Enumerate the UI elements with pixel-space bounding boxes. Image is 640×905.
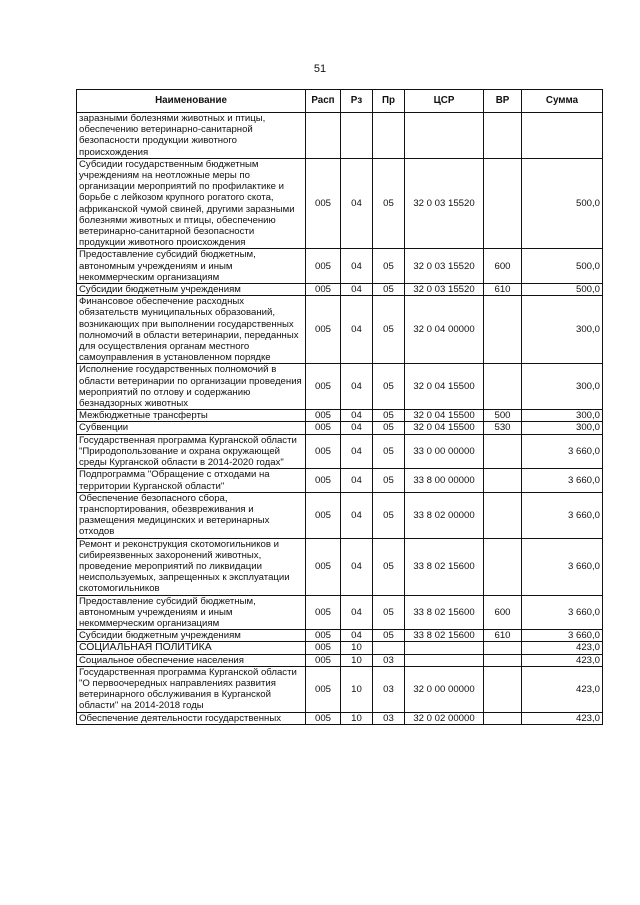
cell-name: Обеспечение деятельности государственных bbox=[77, 712, 306, 724]
cell-vr: 610 bbox=[484, 630, 522, 642]
cell-name: Государственная программа Курганской области "О первоочередных направлениях развития ветеринарного обслуживания в Курганской области" на 2014-2018 годы bbox=[77, 666, 306, 712]
header-vr: ВР bbox=[484, 90, 522, 113]
cell-pr: 05 bbox=[373, 434, 405, 469]
table-row bbox=[77, 630, 603, 642]
cell-pr: 05 bbox=[373, 469, 405, 492]
header-rasp: Расп bbox=[306, 90, 341, 113]
header-name: Наименование bbox=[77, 90, 306, 113]
table-row bbox=[77, 712, 603, 724]
cell-csr: 33 0 00 00000 bbox=[405, 434, 484, 469]
cell-sum: 3 660,0 bbox=[522, 434, 603, 469]
cell-vr bbox=[484, 434, 522, 469]
cell-name: Исполнение государственных полномочий в области ветеринарии по организации проведения мероприятий по отлову и содержанию безнадзорных животных bbox=[77, 364, 306, 410]
cell-sum: 3 660,0 bbox=[522, 630, 603, 642]
cell-pr: 05 bbox=[373, 410, 405, 422]
cell-vr bbox=[484, 469, 522, 492]
cell-sum: 3 660,0 bbox=[522, 492, 603, 538]
cell-name: Субсидии бюджетным учреждениям bbox=[77, 630, 306, 642]
cell-name: Предоставление субсидий бюджетным, автономным учреждениям и иным некоммерческим организациям bbox=[77, 249, 306, 284]
cell-csr: 32 0 00 00000 bbox=[405, 666, 484, 712]
cell-vr: 610 bbox=[484, 284, 522, 296]
cell-sum: 3 660,0 bbox=[522, 469, 603, 492]
table-row bbox=[77, 249, 603, 284]
cell-rz: 10 bbox=[341, 642, 373, 654]
cell-rasp: 005 bbox=[306, 666, 341, 712]
cell-pr: 05 bbox=[373, 492, 405, 538]
cell-pr: 03 bbox=[373, 712, 405, 724]
cell-pr: 05 bbox=[373, 364, 405, 410]
cell-name: Предоставление субсидий бюджетным, автономным учреждениям и иным некоммерческим организациям bbox=[77, 595, 306, 630]
cell-csr: 32 0 04 15500 bbox=[405, 422, 484, 434]
cell-pr: 05 bbox=[373, 538, 405, 595]
cell-csr: 32 0 04 15500 bbox=[405, 410, 484, 422]
page-number: 51 bbox=[313, 63, 327, 75]
budget-table bbox=[76, 89, 603, 725]
cell-rz: 04 bbox=[341, 469, 373, 492]
cell-name: заразными болезнями животных и птицы, обеспечению ветеринарно-санитарной безопасности продукции животного происхождения bbox=[77, 113, 306, 159]
cell-rz: 04 bbox=[341, 364, 373, 410]
cell-csr: 33 8 02 15600 bbox=[405, 630, 484, 642]
cell-pr: 05 bbox=[373, 249, 405, 284]
cell-csr: 32 0 04 00000 bbox=[405, 296, 484, 364]
cell-rasp: 005 bbox=[306, 364, 341, 410]
cell-rz: 04 bbox=[341, 630, 373, 642]
cell-pr bbox=[373, 113, 405, 159]
cell-csr: 33 8 02 00000 bbox=[405, 492, 484, 538]
cell-vr bbox=[484, 364, 522, 410]
table-row bbox=[77, 434, 603, 469]
header-csr: ЦСР bbox=[405, 90, 484, 113]
cell-rasp: 005 bbox=[306, 422, 341, 434]
cell-name: Государственная программа Курганской области "Природопользование и охрана окружающей среды Курганской области в 2014-2020 годах" bbox=[77, 434, 306, 469]
cell-rz: 04 bbox=[341, 410, 373, 422]
cell-rz: 04 bbox=[341, 249, 373, 284]
cell-vr: 600 bbox=[484, 595, 522, 630]
cell-pr: 05 bbox=[373, 422, 405, 434]
cell-vr bbox=[484, 666, 522, 712]
cell-csr: 32 0 03 15520 bbox=[405, 249, 484, 284]
cell-vr bbox=[484, 538, 522, 595]
cell-sum: 500,0 bbox=[522, 158, 603, 249]
cell-csr: 32 0 03 15520 bbox=[405, 284, 484, 296]
cell-rasp: 005 bbox=[306, 595, 341, 630]
cell-sum: 300,0 bbox=[522, 410, 603, 422]
cell-rz: 04 bbox=[341, 434, 373, 469]
cell-rasp: 005 bbox=[306, 469, 341, 492]
cell-sum: 300,0 bbox=[522, 422, 603, 434]
cell-csr: 33 8 02 15600 bbox=[405, 595, 484, 630]
cell-rz: 04 bbox=[341, 595, 373, 630]
cell-rz: 04 bbox=[341, 492, 373, 538]
cell-rasp: 005 bbox=[306, 158, 341, 249]
cell-pr: 03 bbox=[373, 654, 405, 666]
cell-rz: 10 bbox=[341, 666, 373, 712]
cell-name: Субвенции bbox=[77, 422, 306, 434]
cell-pr: 03 bbox=[373, 666, 405, 712]
cell-rasp: 005 bbox=[306, 654, 341, 666]
cell-vr bbox=[484, 492, 522, 538]
cell-rz: 10 bbox=[341, 654, 373, 666]
cell-name: Финансовое обеспечение расходных обязательств муниципальных образований, возникающих при выполнении государственных полномочий в области ветеринарии, переданных для осуществления органам местного самоуправления в установленном порядке bbox=[77, 296, 306, 364]
cell-csr bbox=[405, 113, 484, 159]
table-row bbox=[77, 113, 603, 159]
table-row bbox=[77, 595, 603, 630]
cell-rasp: 005 bbox=[306, 284, 341, 296]
cell-pr: 05 bbox=[373, 158, 405, 249]
table-row bbox=[77, 422, 603, 434]
cell-sum: 300,0 bbox=[522, 364, 603, 410]
table-row bbox=[77, 538, 603, 595]
cell-rasp: 005 bbox=[306, 434, 341, 469]
table-row bbox=[77, 654, 603, 666]
table-row bbox=[77, 469, 603, 492]
cell-csr: 32 0 02 00000 bbox=[405, 712, 484, 724]
table-row bbox=[77, 158, 603, 249]
cell-pr: 05 bbox=[373, 284, 405, 296]
cell-pr: 05 bbox=[373, 595, 405, 630]
cell-csr bbox=[405, 642, 484, 654]
header-row bbox=[77, 90, 603, 113]
cell-rz: 04 bbox=[341, 158, 373, 249]
cell-sum: 500,0 bbox=[522, 249, 603, 284]
cell-rz: 10 bbox=[341, 712, 373, 724]
cell-csr: 33 8 00 00000 bbox=[405, 469, 484, 492]
cell-vr: 530 bbox=[484, 422, 522, 434]
header-rz: Рз bbox=[341, 90, 373, 113]
cell-sum: 423,0 bbox=[522, 666, 603, 712]
cell-vr bbox=[484, 654, 522, 666]
cell-vr bbox=[484, 296, 522, 364]
cell-name: Социальное обеспечение населения bbox=[77, 654, 306, 666]
cell-rz bbox=[341, 113, 373, 159]
cell-sum bbox=[522, 113, 603, 159]
cell-sum: 500,0 bbox=[522, 284, 603, 296]
cell-name: Ремонт и реконструкция скотомогильников и сибиреязвенных захоронений животных, проведение мероприятий по ликвидации неиспользуемых, запрещенных к эксплуатации скотомогильников bbox=[77, 538, 306, 595]
cell-name: Субсидии бюджетным учреждениям bbox=[77, 284, 306, 296]
table-row bbox=[77, 666, 603, 712]
table-row bbox=[77, 492, 603, 538]
table-row bbox=[77, 642, 603, 654]
cell-sum: 423,0 bbox=[522, 642, 603, 654]
cell-rasp: 005 bbox=[306, 538, 341, 595]
cell-name: Подпрограмма "Обращение с отходами на территории Курганской области" bbox=[77, 469, 306, 492]
cell-pr: 05 bbox=[373, 296, 405, 364]
cell-csr bbox=[405, 654, 484, 666]
cell-vr bbox=[484, 113, 522, 159]
cell-rz: 04 bbox=[341, 296, 373, 364]
table-row bbox=[77, 284, 603, 296]
header-pr: Пр bbox=[373, 90, 405, 113]
cell-sum: 423,0 bbox=[522, 712, 603, 724]
cell-rasp bbox=[306, 113, 341, 159]
cell-rz: 04 bbox=[341, 284, 373, 296]
cell-sum: 300,0 bbox=[522, 296, 603, 364]
cell-vr bbox=[484, 158, 522, 249]
cell-name: Субсидии государственным бюджетным учреждениям на неотложные меры по организации мероприятий по профилактике и борьбе с лейкозом крупного рогатого скота, африканской чумой свиней, другими заразными болезнями животных и птицы, обеспечению ветеринарно-санитарной безопасности продукции животного происхождения bbox=[77, 158, 306, 249]
cell-name: Обеспечение безопасного сбора, транспортирования, обезвреживания и размещения медицинских и ветеринарных отходов bbox=[77, 492, 306, 538]
cell-rz: 04 bbox=[341, 538, 373, 595]
cell-sum: 423,0 bbox=[522, 654, 603, 666]
header-sum: Сумма bbox=[522, 90, 603, 113]
cell-csr: 33 8 02 15600 bbox=[405, 538, 484, 595]
cell-vr: 500 bbox=[484, 410, 522, 422]
cell-rasp: 005 bbox=[306, 296, 341, 364]
cell-pr bbox=[373, 642, 405, 654]
table-row bbox=[77, 364, 603, 410]
cell-name: СОЦИАЛЬНАЯ ПОЛИТИКА bbox=[77, 642, 306, 654]
cell-rasp: 005 bbox=[306, 249, 341, 284]
cell-rz: 04 bbox=[341, 422, 373, 434]
table-row bbox=[77, 296, 603, 364]
table-row bbox=[77, 410, 603, 422]
cell-name: Межбюджетные трансферты bbox=[77, 410, 306, 422]
cell-sum: 3 660,0 bbox=[522, 595, 603, 630]
cell-sum: 3 660,0 bbox=[522, 538, 603, 595]
cell-rasp: 005 bbox=[306, 642, 341, 654]
cell-rasp: 005 bbox=[306, 630, 341, 642]
cell-pr: 05 bbox=[373, 630, 405, 642]
cell-rasp: 005 bbox=[306, 410, 341, 422]
cell-csr: 32 0 03 15520 bbox=[405, 158, 484, 249]
cell-rasp: 005 bbox=[306, 712, 341, 724]
cell-vr bbox=[484, 712, 522, 724]
cell-csr: 32 0 04 15500 bbox=[405, 364, 484, 410]
cell-rasp: 005 bbox=[306, 492, 341, 538]
cell-vr: 600 bbox=[484, 249, 522, 284]
cell-vr bbox=[484, 642, 522, 654]
